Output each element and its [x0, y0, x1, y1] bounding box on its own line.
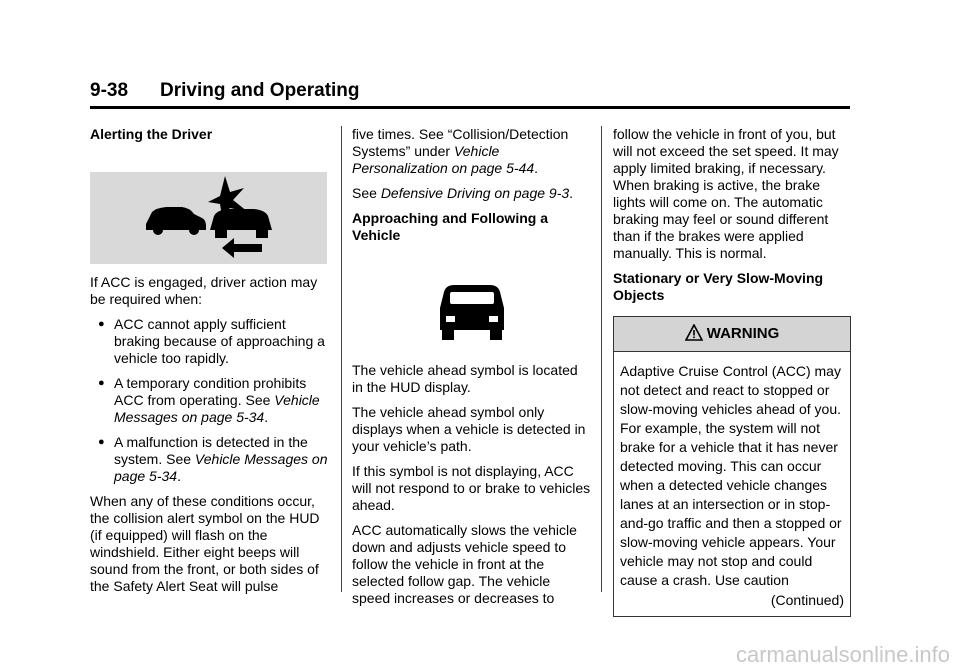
bullet-icon: ● [98, 436, 105, 448]
body-paragraph: The vehicle ahead symbol only displays when a vehicle is detected in your vehicle’s path. [352, 404, 586, 454]
vehicle-ahead-figure [352, 252, 592, 362]
bullet-icon: ● [98, 377, 105, 389]
intro-text: If ACC is engaged, driver action may be required when: [90, 274, 318, 307]
continued-label: (Continued) [770, 592, 844, 608]
page-reference: Defensive Driving on page 9-3 [380, 185, 570, 201]
stationary-heading: Stationary or Very Slow-Moving Objects [613, 270, 824, 303]
column-1 [90, 126, 330, 603]
body-paragraph: five times. See “Collision/Detection Systems” under Vehicle Personalization on page 5-44. [352, 126, 569, 176]
section-title: Driving and Operating [160, 80, 360, 101]
collision-alert-figure [90, 172, 327, 264]
page-number: 9-38 [90, 80, 129, 101]
body-paragraph: ACC automatically slows the vehicle down and adjusts vehicle speed to follow the vehicle in front at the selected follow gap. The vehicle speed increases or decreases to [352, 522, 577, 606]
list-item: ● A temporary condition prohibits ACC from operating. See Vehicle Messages on page 5-34. [98, 375, 320, 425]
page-header [90, 80, 850, 109]
warning-body: Adaptive Cruise Control (ACC) may not detect and react to stopped or slow-moving vehicles ahead of you. For example, the system will not brake for a vehicle that it has never detected moving. This can occur when a detected vehicle changes lanes at an intersection or in stop-and-go traffic and then a stopped or slow-moving vehicle appears. Your vehicle may not stop and could cause a crash. Use caution (Continued) [620, 363, 844, 608]
vehicle-ahead-icon [352, 252, 592, 362]
column-divider [341, 126, 342, 592]
bullet-icon: ● [98, 318, 105, 330]
column-divider [601, 126, 602, 592]
approaching-heading: Approaching and Following a Vehicle [352, 210, 548, 243]
column-2 [352, 126, 592, 615]
body-paragraph: See Defensive Driving on page 9-3. [352, 185, 574, 201]
body-paragraph: The vehicle ahead symbol is located in the HUD display. [352, 362, 578, 395]
page-reference: Vehicle Messages on page 5-34 [114, 451, 328, 484]
list-item: ● A malfunction is detected in the system. See Vehicle Messages on page 5-34. [98, 434, 328, 484]
warning-header [614, 317, 850, 352]
list-item: ● ACC cannot apply sufficient braking because of approaching a vehicle too rapidly. [98, 316, 325, 366]
body-paragraph: If this symbol is not displaying, ACC will not respond to or brake to vehicles ahead. [352, 463, 591, 513]
body-paragraph: follow the vehicle in front of you, but will not exceed the set speed. It may apply limited braking, if necessary. When braking is active, the brake lights will come on. The automatic braking may feel or sound different than if the brakes were applied manually. This is normal. [613, 126, 839, 261]
alerting-heading: Alerting the Driver [90, 126, 213, 142]
page-reference: Vehicle Personalization on page 5-44 [352, 143, 535, 176]
watermark: carmanualsonline.info [735, 642, 950, 667]
collision-alert-icon [90, 172, 327, 264]
page-reference: Vehicle Messages on page 5-34 [114, 392, 320, 425]
warning-label: WARNING [706, 325, 780, 342]
warning-icon [685, 324, 703, 341]
body-paragraph: When any of these conditions occur, the collision alert symbol on the HUD (if equipped) will flash on the windshield. Either eight beeps will sound from the front, or both sides of the Safety Alert Seat will pulse [90, 493, 320, 594]
column-3 [613, 126, 853, 617]
warning-box [613, 316, 851, 617]
